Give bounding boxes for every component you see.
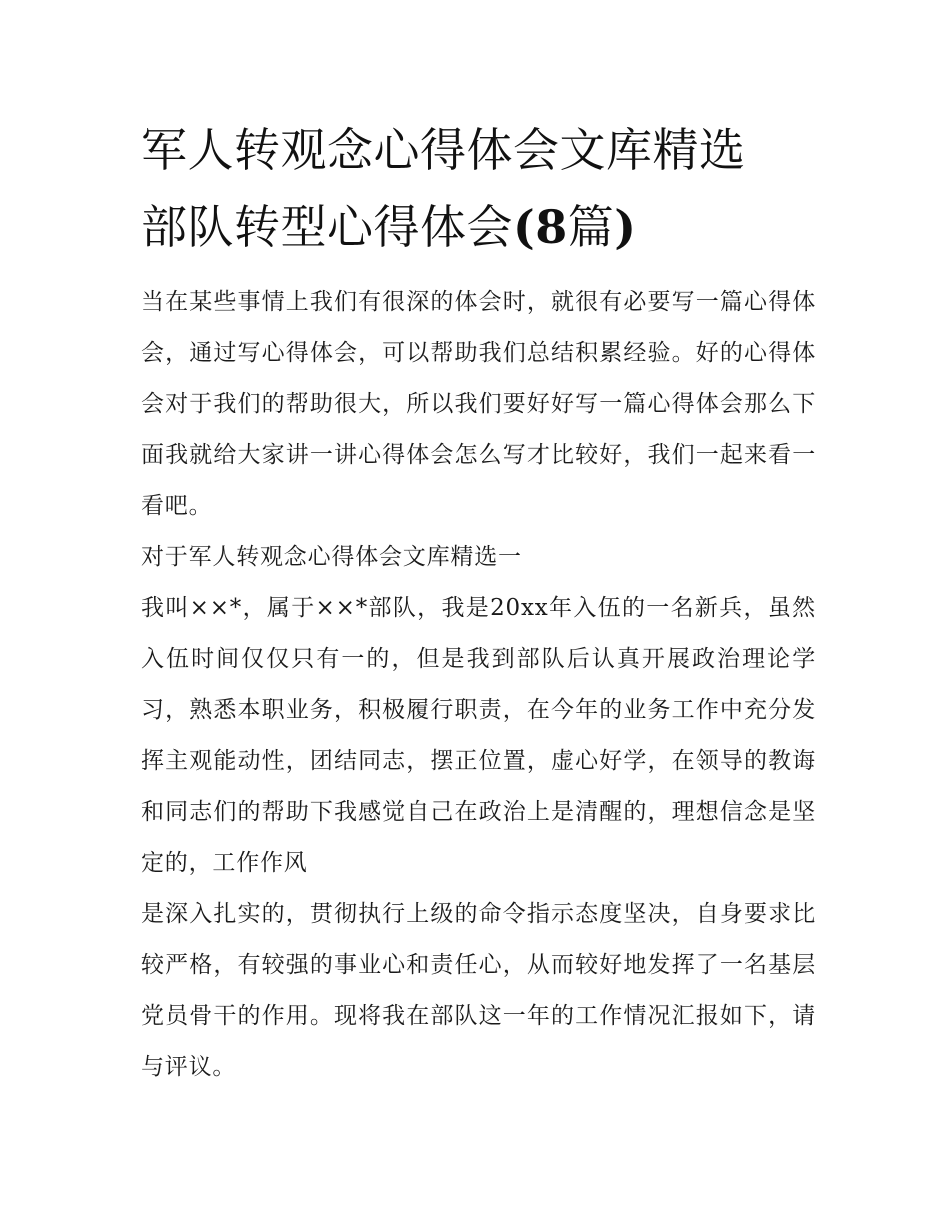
body-paragraph-1: 我叫××*，属于××*部队，我是20xx年入伍的一名新兵，虽然入伍时间仅仅只有一的，但是我到部队后认真开展政治理论学习，熟悉本职业务，积极履行职责，在今年的业务工作中充分发挥主观能动性，团结同志，摆正位置，虚心好学，在领导的教诲和同志们的帮助下我感觉自己在政治上是清醒的，理想信念是坚定的，工作作风: [141, 595, 816, 876]
title-line-1: 军人转观念心得体会文库精选: [141, 123, 746, 177]
title-line-2-close: ): [614, 200, 637, 254]
title-line-2-count: (8: [513, 200, 568, 254]
title-line-2-unit: 篇: [567, 200, 615, 254]
document-content: [141, 112, 816, 1093]
document-title: [141, 112, 816, 266]
intro-paragraph: 当在某些事情上我们有很深的体会时，就很有必要写一篇心得体会，通过写心得体会，可以帮助我们总结积累经验。好的心得体会对于我们的帮助很大，所以我们要好好写一篇心得体会那么下面我就给大家讲一讲心得体会怎么写才比较好，我们一起来看一看吧。: [141, 289, 816, 519]
body-paragraph-2: 是深入扎实的，贯彻执行上级的命令指示态度坚决，自身要求比较严格，有较强的事业心和责任心，从而较好地发挥了一名基层党员骨干的作用。现将我在部队这一年的工作情况汇报如下，请与评议。: [141, 901, 816, 1080]
title-line-2-prefix: 部队转型心得体会: [141, 200, 513, 254]
section-heading: 对于军人转观念心得体会文库精选一: [141, 544, 522, 570]
